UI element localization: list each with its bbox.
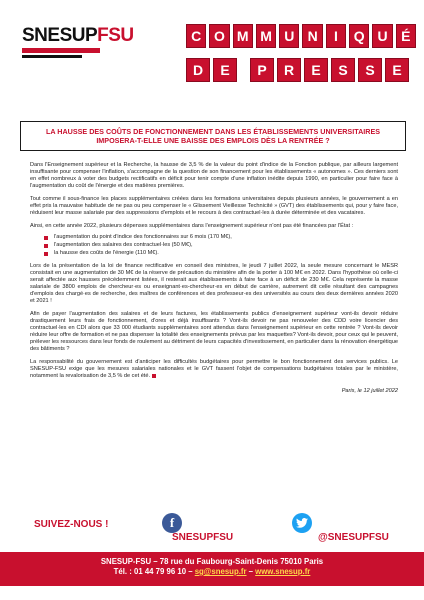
footer-phone: Tél. : 01 44 79 96 10 – — [113, 567, 193, 576]
header — [0, 0, 424, 120]
expense-list — [44, 234, 398, 257]
footer — [0, 552, 424, 586]
logo-red-bar — [22, 48, 100, 53]
banner-letter-tile: M — [233, 24, 253, 48]
twitter-link[interactable]: @SNESUPFSU — [318, 532, 389, 543]
communique-de-presse-banner — [186, 24, 416, 92]
footer-email-link[interactable]: sg@snesup.fr — [194, 567, 247, 576]
footer-address: SNESUP-FSU – 78 rue du Faubourg-Saint-Denis 75010 Paris — [100, 557, 324, 566]
banner-letter-tile: O — [209, 24, 229, 48]
paragraph-1: Dans l'Enseignement supérieur et la Recherche, la hausse de 3,5 % de la valeur du point d'indice de la Fonction publique, par ailleurs largement insuffisante pour compenser l'inflation, s'accompagne de la question de son financement pour les établissements « autonomes ». Ces derniers sont en effet nombreux à voter des budgets rectificatifs en déficit pour tenir compte d'une inflation inédite depuis 1990, en particulier pour faire face à l'augmentation du coût de l'énergie et des matières premières. — [30, 162, 398, 189]
banner-letter-tile: M — [256, 24, 276, 48]
banner-letter-tile: É — [396, 24, 416, 48]
paragraph-4: Lors de la présentation de la loi de finance rectificative en conseil des ministres, le jeudi 7 juillet 2022, la seule mesure concernant le MESR consistait en une augmentation de 30 M€ de la réserve de précaution du ministère afin de la porter à 100 M€ en 2022. Dans l'hypothèse où celle-ci serait affectée aux hausses précédemment listées, il resterait aux établissements à faire face à un déficit de 230 M€. Cela représente la masse salariale de 3800 emplois de chercheur·es ou enseignant·es-chercheur·es en début de carrière, autrement dit celle résultant des campagnes d'emplois des chargé·es de recherche, des maîtres de conférences et des professeur·es des universités au cours des deux dernières années 2020 et 2021 ! — [30, 263, 398, 304]
banner-row-communique — [186, 24, 416, 48]
logo-black-bar — [22, 55, 82, 58]
headline-box — [20, 121, 406, 151]
banner-letter-tile: D — [186, 58, 210, 82]
logo-text: SNESUPFSU — [22, 25, 134, 46]
headline: LA HAUSSE DES COÛTS DE FONCTIONNEMENT DANS LES ÉTABLISSEMENTS UNIVERSITAIRES IMPOSERA-T-ELLE UNE BAISSE DES EMPLOIS DÈS LA RENTRÉE ? — [45, 127, 381, 145]
dateline: Paris, le 12 juillet 2022 — [341, 388, 398, 394]
banner-letter-tile: U — [279, 24, 299, 48]
paragraph-5: Afin de payer l'augmentation des salaires et de leurs factures, les établissements publics d'enseignement supérieur vont-ils devoir réduire drastiquement leurs frais de fonctionnement, d'ores et déjà insuffisants ? Vont-ils devoir ne pas renouveler des CDD voire licencier des contractuel·les en CDI alors que 33 000 étudiants supplémentaires sont attendus dans l'enseignement supérieur en cette rentrée ? Vont-ils devoir réduire leur offre de formation et ne pas dispenser la totalité des enseignements prévus par les maquettes? Vont-ils devoir, pour ceux qui le peuvent, prélever les ressources dans leur fonds de roulement au détriment de leurs capacités d'investissement, en particulier dans la rénovation énergétique des bâtiments ? — [30, 311, 398, 352]
banner-letter-tile: C — [186, 24, 206, 48]
list-item: l'augmentation des salaires des contractuel·les (50 M€), — [44, 242, 398, 249]
paragraph-6 — [30, 359, 398, 380]
list-item: l'augmentation du point d'indice des fonctionnaires sur 6 mois (170 M€), — [44, 234, 398, 241]
banner-letter-tile: E — [213, 58, 237, 82]
footer-contact — [0, 567, 424, 577]
end-square-icon — [152, 374, 156, 378]
banner-letter-tile: S — [331, 58, 355, 82]
paragraph-3: Ainsi, en cette année 2022, plusieurs dépenses supplémentaires dans l'enseignement supérieur n'ont pas été financées par l'État : — [30, 223, 354, 229]
banner-letter-tile: P — [250, 58, 274, 82]
paragraph-6-text: La responsabilité du gouvernement est d'anticiper les difficultés budgétaires pour permettre le bon fonctionnement des services publics. Le SNESUP-FSU exige que les mesures salariales nationales et le GVT fassent l'objet de compensations budgétaires totales par le ministère, notamment la revalorisation de 3,5 % de cet été. — [30, 359, 398, 379]
facebook-icon[interactable]: f — [162, 513, 182, 533]
banner-letter-tile: Q — [349, 24, 369, 48]
follow-us-label: SUIVEZ-NOUS ! — [34, 519, 109, 530]
paragraph-2: Tout comme il sous-finance les places supplémentaires créées dans les formations universitaires depuis plusieurs années, le gouvernement a en effet pris la mauvaise habitude de ne pas ou peu compenser le « Glissement Vieillesse Technicité » (GVT) des établissements qui, pour y faire face, réduisent leur masse salariale par des suppressions d'emplois et le recours à des contractuel·les à durée déterminée et des vacataires. — [30, 196, 398, 216]
banner-row-de-presse — [186, 58, 416, 82]
banner-letter-tile: E — [385, 58, 409, 82]
facebook-link[interactable]: SNESUPFSU — [172, 532, 234, 543]
banner-letter-tile: S — [358, 58, 382, 82]
banner-letter-tile: E — [304, 58, 328, 82]
list-item: la hausse des coûts de l'énergie (110 M€). — [44, 250, 398, 257]
twitter-icon[interactable] — [292, 513, 312, 533]
banner-letter-tile: N — [302, 24, 322, 48]
banner-letter-tile: I — [326, 24, 346, 48]
follow-us-bar — [0, 507, 424, 547]
footer-separator: – — [246, 567, 256, 576]
article-body — [30, 162, 398, 401]
snesup-logo[interactable] — [22, 25, 134, 86]
footer-website-link[interactable]: www.snesup.fr — [255, 567, 311, 576]
banner-letter-tile: R — [277, 58, 301, 82]
banner-letter-tile: U — [372, 24, 392, 48]
